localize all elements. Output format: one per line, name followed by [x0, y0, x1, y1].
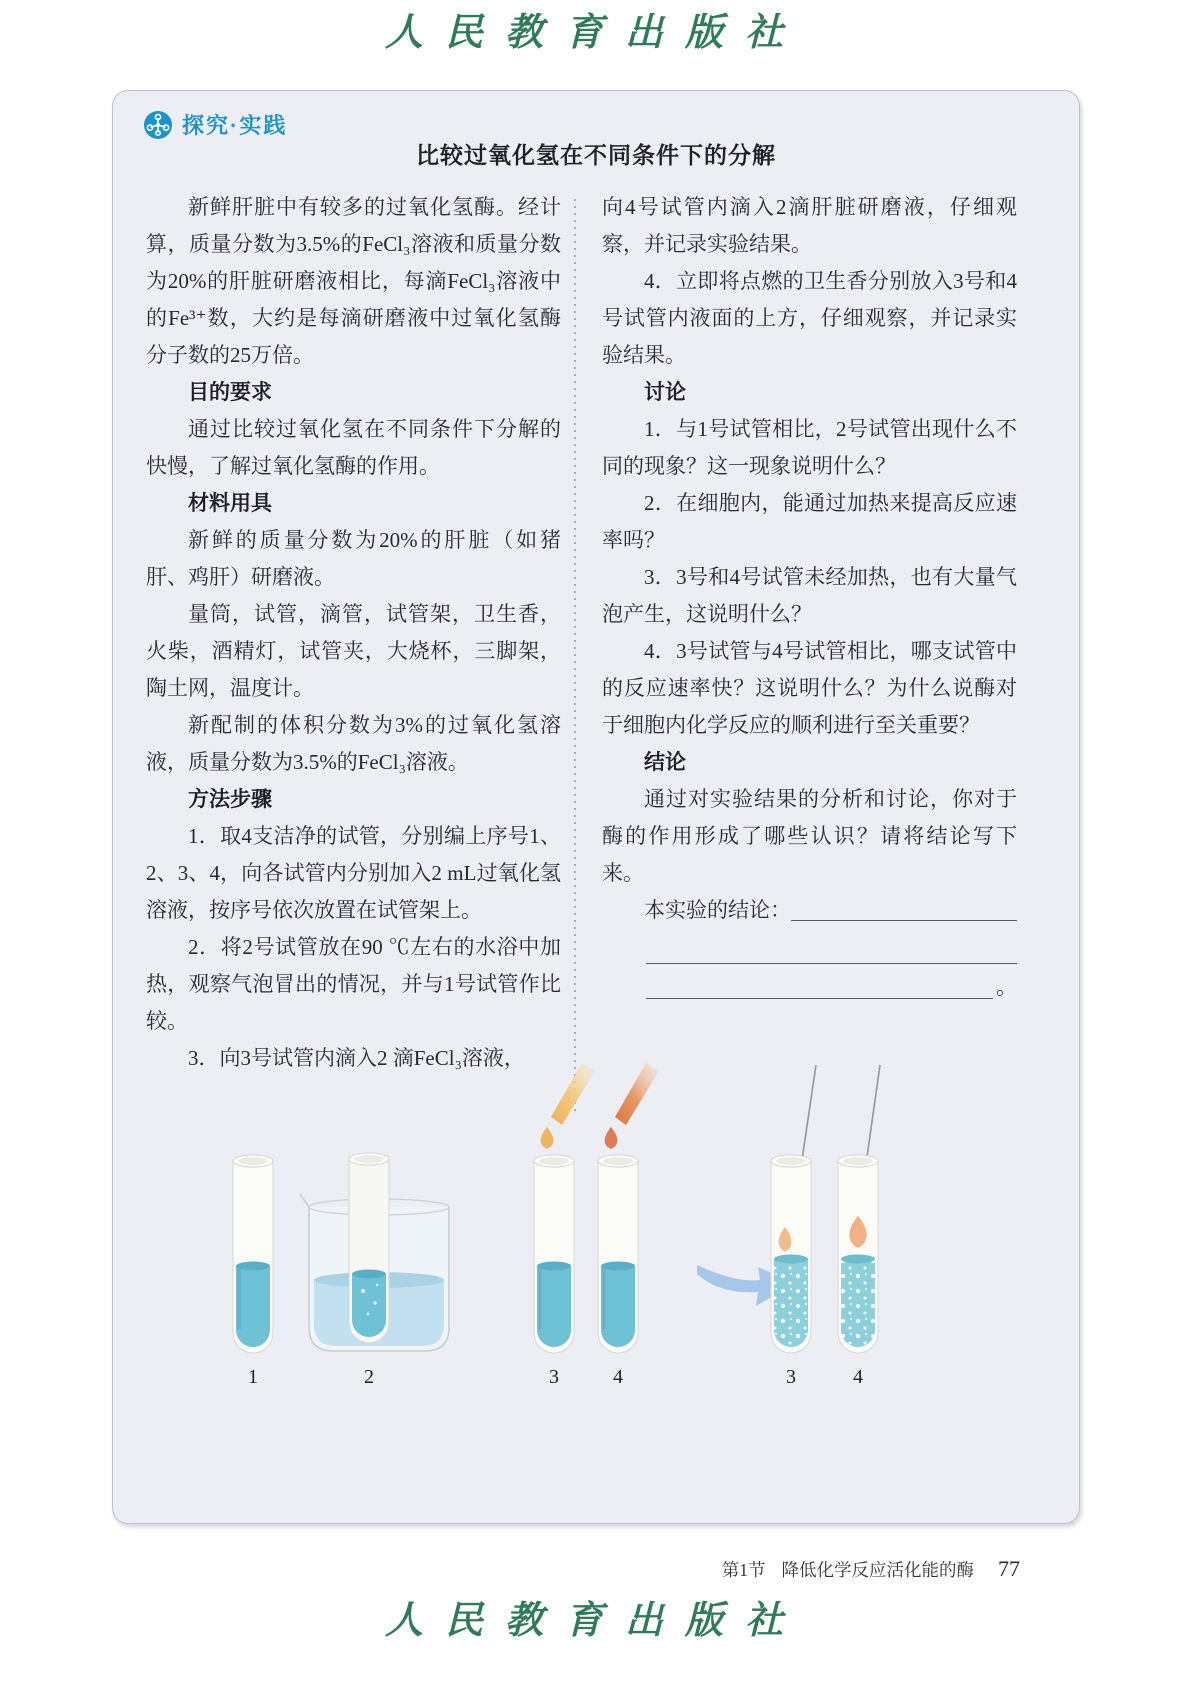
- conclusion-paragraph: 通过对实验结果的分析和讨论，你对于酶的作用形成了哪些认识？请将结论写下来。: [602, 787, 1017, 885]
- answer-blank-3: [646, 998, 993, 999]
- materials-paragraph-2: 量筒，试管，滴管，试管架，卫生香，火柴，酒精灯，试管夹，大烧杯，三脚架，陶土网，温度计。: [146, 602, 561, 700]
- tube-label-1: 1: [248, 1366, 258, 1388]
- publisher-logo-bottom: 人民教育出版社: [384, 1597, 805, 1642]
- test-tube-4-reacting: [838, 1065, 880, 1353]
- heading-steps: 方法步骤: [188, 788, 272, 811]
- activity-badge-label: 探究·实践: [182, 113, 288, 138]
- test-tube-3-reacting: [771, 1065, 816, 1353]
- test-tube-2: [349, 1153, 389, 1343]
- right-column: [602, 189, 1017, 999]
- column-divider: [574, 199, 576, 1111]
- discussion-q3: 3．3号和4号试管未经加热，也有大量气泡产生，这说明什么？: [602, 565, 1017, 626]
- discussion-q2: 2．在细胞内，能通过加热来提高反应速率吗？: [602, 491, 1017, 552]
- activity-badge: [143, 109, 287, 140]
- footer-section-label: 第1节: [721, 1560, 766, 1580]
- page-footer: [722, 1556, 1020, 1582]
- test-tube-3: [534, 1155, 574, 1353]
- tube-label-4: 4: [613, 1366, 623, 1388]
- heading-purpose: 目的要求: [188, 381, 272, 404]
- answer-blank-2: [646, 963, 1017, 964]
- conclusion-fill-label: 本实验的结论：: [644, 898, 791, 922]
- footer-section-title: 降低化学反应活化能的酶: [781, 1560, 974, 1580]
- materials-paragraph-3: 新配制的体积分数为3%的过氧化氢溶液，质量分数为3.5%的FeCl₃溶液。: [146, 713, 561, 774]
- publisher-logo-top: 人民教育出版社: [384, 9, 805, 54]
- test-tube-1: [233, 1155, 273, 1353]
- tube-label-3-after: 3: [786, 1366, 796, 1388]
- answer-blank-period: 。: [996, 975, 1017, 999]
- activity-title: 比较过氧化氢在不同条件下的分解: [416, 142, 776, 168]
- tube-label-2: 2: [364, 1366, 374, 1388]
- step-2-paragraph: 2．将2号试管放在90 ℃左右的水浴中加热，观察气泡冒出的情况，并与1号试管作比较。: [146, 935, 561, 1033]
- beaker-spout: [300, 1194, 309, 1207]
- step-3-paragraph: 3．向3号试管内滴入2 滴FeCl₃溶液，: [188, 1046, 525, 1070]
- page-number: 77: [998, 1556, 1020, 1581]
- conclusion-fill-line: [602, 892, 1017, 929]
- fecl3-drop-icon: [541, 1063, 595, 1149]
- heading-conclusion: 结论: [644, 751, 686, 774]
- activity-panel: [112, 90, 1080, 1524]
- step-1-paragraph: 1．取4支洁净的试管，分别编上序号1、2、3、4，向各试管内分别加入2 mL过氧化氢溶液，按序号依次放置在试管架上。: [146, 824, 561, 922]
- step-4-paragraph: 4．立即将点燃的卫生香分别放入3号和4号试管内液面的上方，仔细观察，并记录实验结果。: [602, 269, 1017, 367]
- discussion-q1: 1．与1号试管相比，2号试管出现什么不同的现象？这一现象说明什么？: [602, 417, 1017, 478]
- experiment-figure: [119, 1061, 1059, 1401]
- tube-label-3: 3: [549, 1366, 559, 1388]
- heading-discussion: 讨论: [644, 381, 686, 404]
- answer-blank-1: [791, 920, 1017, 921]
- discussion-q4: 4．3号试管与4号试管相比，哪支试管中的反应速率快？这说明什么？为什么说酶对于细胞内化学反应的顺利进行至关重要？: [602, 639, 1017, 737]
- answer-blank-row-2: [646, 942, 1017, 964]
- answer-blank-row-3: [646, 977, 1017, 999]
- liver-extract-drop-icon: [605, 1063, 659, 1149]
- tube-label-4-after: 4: [853, 1366, 863, 1388]
- left-column: [146, 189, 561, 1077]
- test-tube-4: [598, 1155, 638, 1353]
- experiment-illustration: [119, 1061, 1059, 1391]
- intro-paragraph: 新鲜肝脏中有较多的过氧化氢酶。经计算，质量分数为3.5%的FeCl₃溶液和质量分数为20%的肝脏研磨液相比，每滴FeCl₃溶液中的Fe³⁺数，大约是每滴研磨液中过氧化氢酶分子数的25万倍。: [146, 195, 561, 367]
- step-3-continued-paragraph: 向4号试管内滴入2滴肝脏研磨液，仔细观察，并记录实验结果。: [602, 195, 1017, 256]
- heading-materials: 材料用具: [188, 492, 272, 515]
- materials-paragraph-1: 新鲜的质量分数为20%的肝脏（如猪肝、鸡肝）研磨液。: [146, 528, 561, 589]
- beaker-with-test-tube-2: [300, 1153, 449, 1351]
- molecule-network-icon: [143, 110, 173, 140]
- purpose-paragraph: 通过比较过氧化氢在不同条件下分解的快慢，了解过氧化氢酶的作用。: [146, 417, 561, 478]
